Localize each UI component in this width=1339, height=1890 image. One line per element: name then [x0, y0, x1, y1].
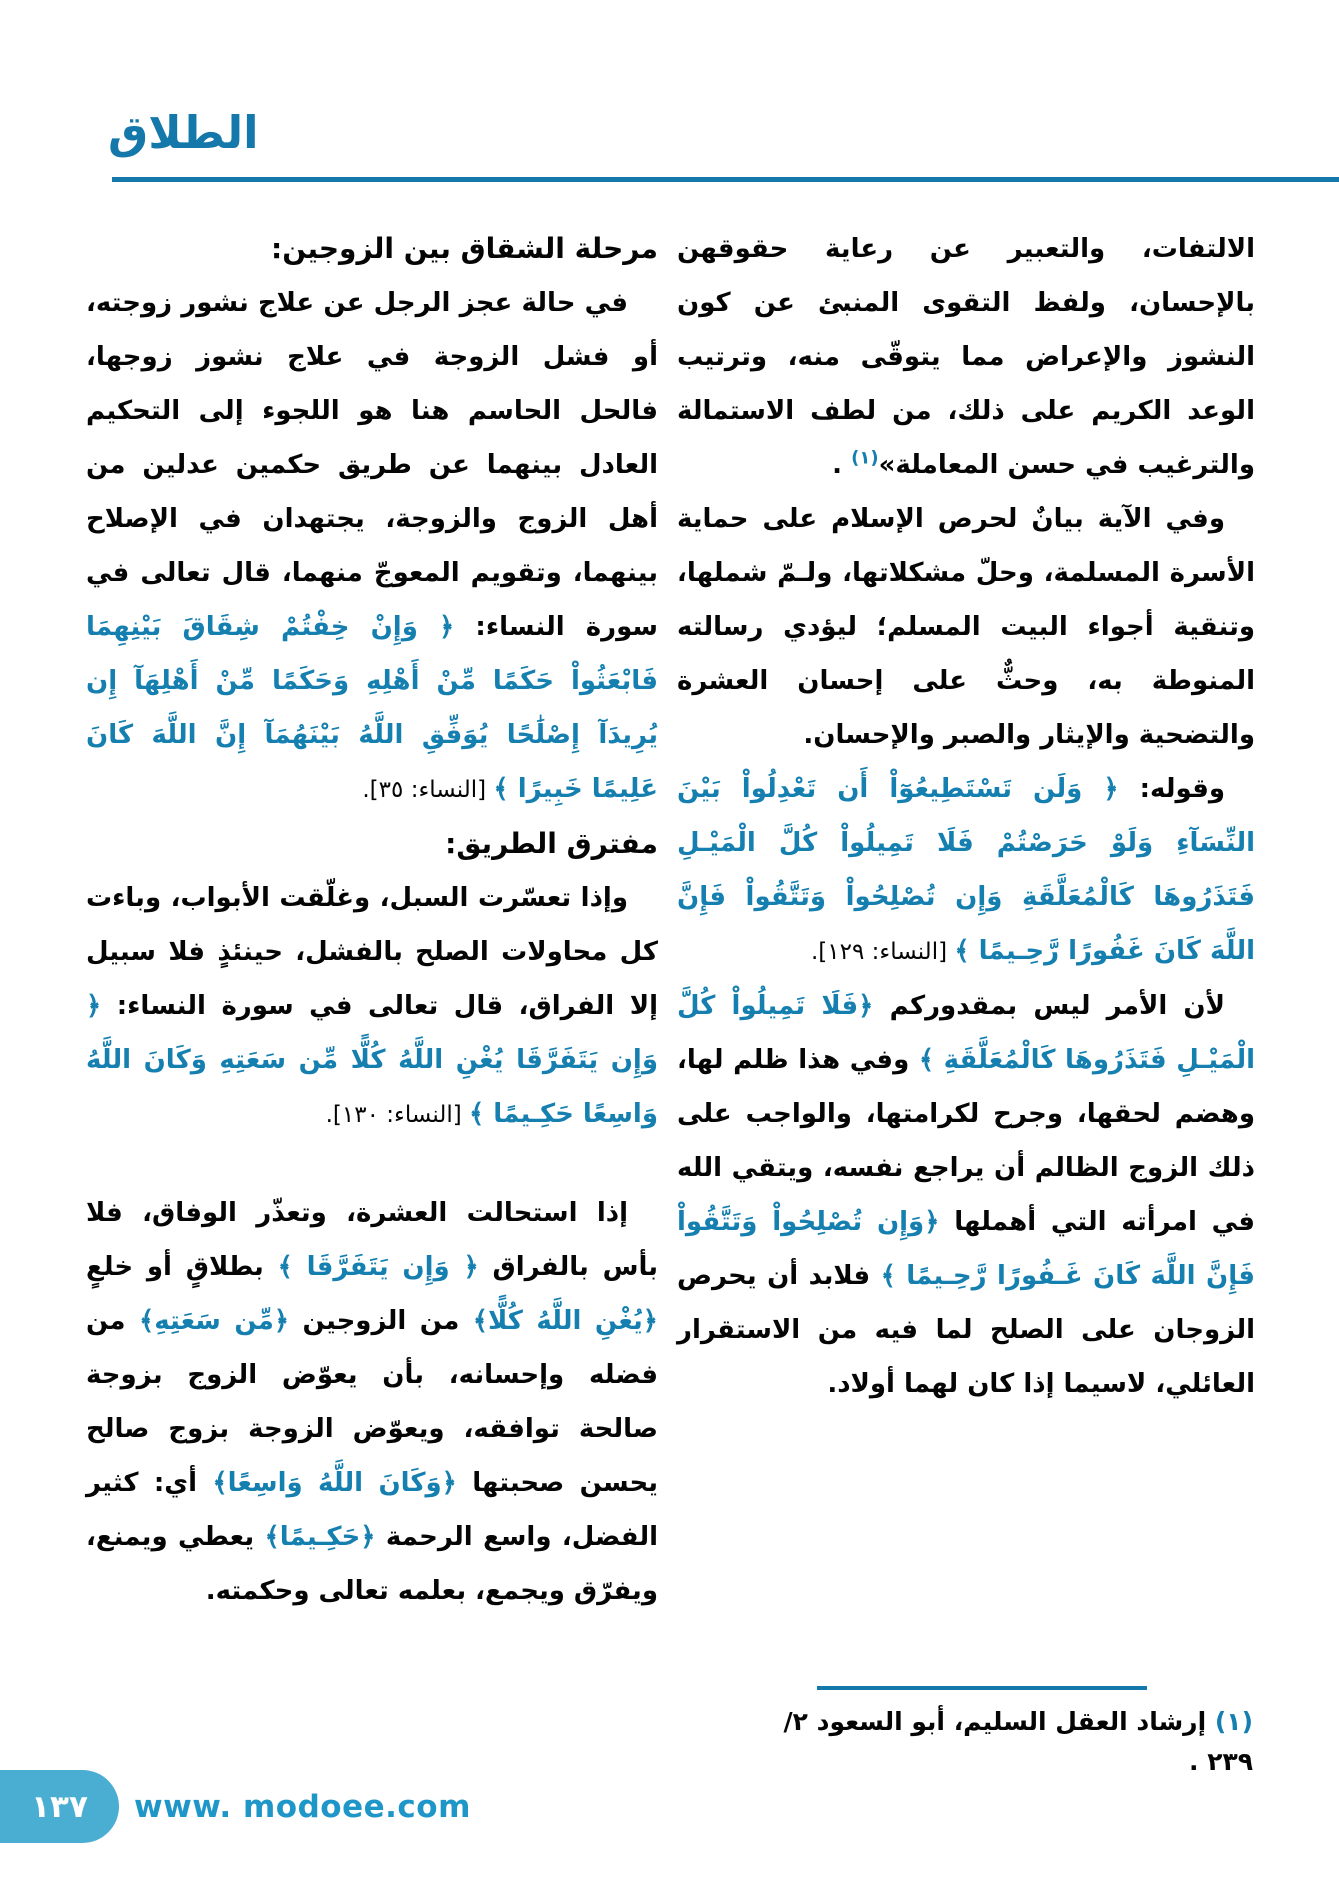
body-text: . — [832, 450, 852, 480]
body-text: بطلاقٍ أو خلعٍ — [86, 1252, 278, 1282]
quran-verse: ﴿وَإِن تُصْلِحُواْ وَتَتَّقُواْ فَإِنَّ اللَّهَ كَانَ غَـفُورًا رَّحِـيمًا ﴾ — [677, 1207, 1255, 1291]
body-text: الالتفات، والتعبير عن رعاية حقوقهن بالإحسان، ولفظ التقوى المنبئ عن كون النشوز والإعراض مما يتوقّى منه، وترتيب الوعد الكريم على ذلك، من لطف الاستمالة والترغيب في حسن المعاملة» — [677, 234, 1255, 480]
verse-reference: [النساء: ٣٥]. — [362, 777, 494, 803]
body-text: إذا استحالت العشرة، وتعذّر الوفاق، فلا بأس بالفراق — [86, 1198, 658, 1282]
text-column-right — [677, 222, 1255, 1411]
verse-reference: [النساء: ١٢٩]. — [810, 939, 955, 965]
body-text: مرحلة الشقاق بين الزوجين: — [271, 232, 658, 265]
paragraph — [677, 762, 1255, 979]
footnote-text-line — [783, 1702, 1253, 1782]
quran-verse: ﴿ وَإِن يَتَفَرَّقَا يُغْنِ اللَّهُ كُلًّا مِّن سَعَتِهِ وَكَانَ اللَّهُ وَاسِعًا حَكِـيمًا ﴾ — [86, 991, 658, 1129]
paragraph — [86, 871, 658, 1142]
body-text: أي: كثير الفضل، واسع الرحمة — [86, 1468, 658, 1552]
quran-verse: ﴿يُغْنِ اللَّهُ كُلًّا﴾ — [472, 1306, 658, 1336]
quran-verse: ﴿ وَلَن تَسْتَطِيعُوٓاْ أَن تَعْدِلُواْ بَيْنَ النِّسَآءِ وَلَوْ حَرَصْتُمْ فَلَا تَمِيلُواْ كُلَّ الْمَيْـلِ فَتَذَرُوهَا كَالْمُعَلَّقَةِ وَإِن تُصْلِحُواْ وَتَتَّقُواْ فَإِنَّ اللَّهَ كَانَ غَفُورًا رَّحِـيمًا ﴾ — [677, 774, 1255, 966]
body-text: يعطي ويمنع، ويفرّق ويجمع، بعلمه تعالى وحكمته. — [86, 1522, 658, 1606]
chapter-title: الطلاق — [108, 106, 259, 159]
section-heading — [86, 817, 658, 871]
body-text: وفي الآية بيانٌ لحرص الإسلام على حماية الأسرة المسلمة، وحلّ مشكلاتها، ولـمّ شملها، وتنقية أجواء البيت المسلم؛ ليؤدي رسالته المنوطة به، وحثٌّ على إحسان العشرة والتضحية والإيثار والصبر والإحسان. — [677, 504, 1255, 750]
footnote-number: (١) — [1214, 1707, 1253, 1736]
website-link[interactable]: www. modoee.com — [134, 1789, 471, 1825]
page-number-badge: ١٣٧ — [0, 1770, 119, 1843]
body-text: وإذا تعسّرت السبل، وغلّقت الأبواب، وباءت كل محاولات الصلح بالفشل، حينئذٍ فلا سبيل إلا الفراق، قال تعالى في سورة النساء: — [86, 883, 658, 1021]
paragraph — [677, 979, 1255, 1411]
footnote-marker: (١) — [851, 447, 879, 469]
verse-reference: [النساء: ١٣٠]. — [325, 1102, 470, 1128]
body-text: وفي هذا ظلم لها، وهضم لحقها، وجرح لكرامتها، والواجب على ذلك الزوج الظالم أن يراجع نفسه، ويتقي الله في امرأته التي أهملها — [677, 1045, 1255, 1237]
paragraph — [86, 1186, 658, 1618]
body-text: من فضله وإحسانه، بأن يعوّض الزوج بزوجة صالحة توافقه، ويعوّض الزوجة بزوج صالح يحسن صحبتها — [86, 1306, 658, 1498]
quran-verse: ﴿مِّن سَعَتِهِ﴾ — [138, 1306, 290, 1336]
header-divider — [112, 177, 1339, 182]
body-text: وقوله: — [1118, 774, 1225, 804]
quran-verse: ﴿وَكَانَ اللَّهُ وَاسِعًا﴾ — [212, 1468, 457, 1498]
quran-verse: ﴿ وَإِنْ خِفْتُمْ شِقَاقَ بَيْنِهِمَا فَابْعَثُواْ حَكَمًا مِّنْ أَهْلِهِ وَحَكَمًا مِّنْ أَهْلِهَآ إِن يُرِيدَآ إِصْلَٰحًا يُوَفِّقِ اللَّهُ بَيْنَهُمَآ إِنَّ اللَّهَ كَانَ عَلِيمًا خَبِيرًا ﴾ — [86, 612, 658, 804]
quran-verse: ﴿فَلَا تَمِيلُواْ كُلَّ الْمَيْـلِ فَتَذَرُوهَا كَالْمُعَلَّقَةِ ﴾ — [677, 991, 1256, 1075]
footnote-block — [783, 1686, 1253, 1782]
footnote-source-text: إرشاد العقل السليم، أبو السعود ٢/ ٢٣٩ . — [783, 1707, 1253, 1776]
paragraph — [677, 222, 1255, 492]
body-text: فلابد أن يحرص الزوجان على الصلح لما فيه من الاستقرار العائلي، لاسيما إذا كان لهما أولاد. — [677, 1261, 1255, 1399]
body-text: في حالة عجز الرجل عن علاج نشور زوجته، أو فشل الزوجة في علاج نشوز زوجها، فالحل الحاسم هنا هو اللجوء إلى التحكيم العادل بينهما عن طريق حكمين عدلين من أهل الزوج والزوجة، يجتهدان في الإصلاح بينهما، وتقويم المعوجّ منهما، قال تعالى في سورة النساء: — [86, 288, 658, 642]
paragraph — [677, 492, 1255, 762]
paragraph — [86, 276, 658, 817]
footnote-divider — [817, 1686, 1147, 1690]
section-heading — [86, 222, 658, 276]
text-column-left — [86, 222, 658, 1618]
body-text: من الزوجين — [289, 1306, 473, 1336]
body-text: مفترق الطريق: — [445, 827, 658, 860]
body-text: لأن الأمر ليس بمقدوركم — [873, 991, 1225, 1021]
quran-verse: ﴿ وَإِن يَتَفَرَّقَا ﴾ — [277, 1252, 479, 1282]
quran-verse: ﴿حَكِـيمًا﴾ — [264, 1522, 376, 1552]
